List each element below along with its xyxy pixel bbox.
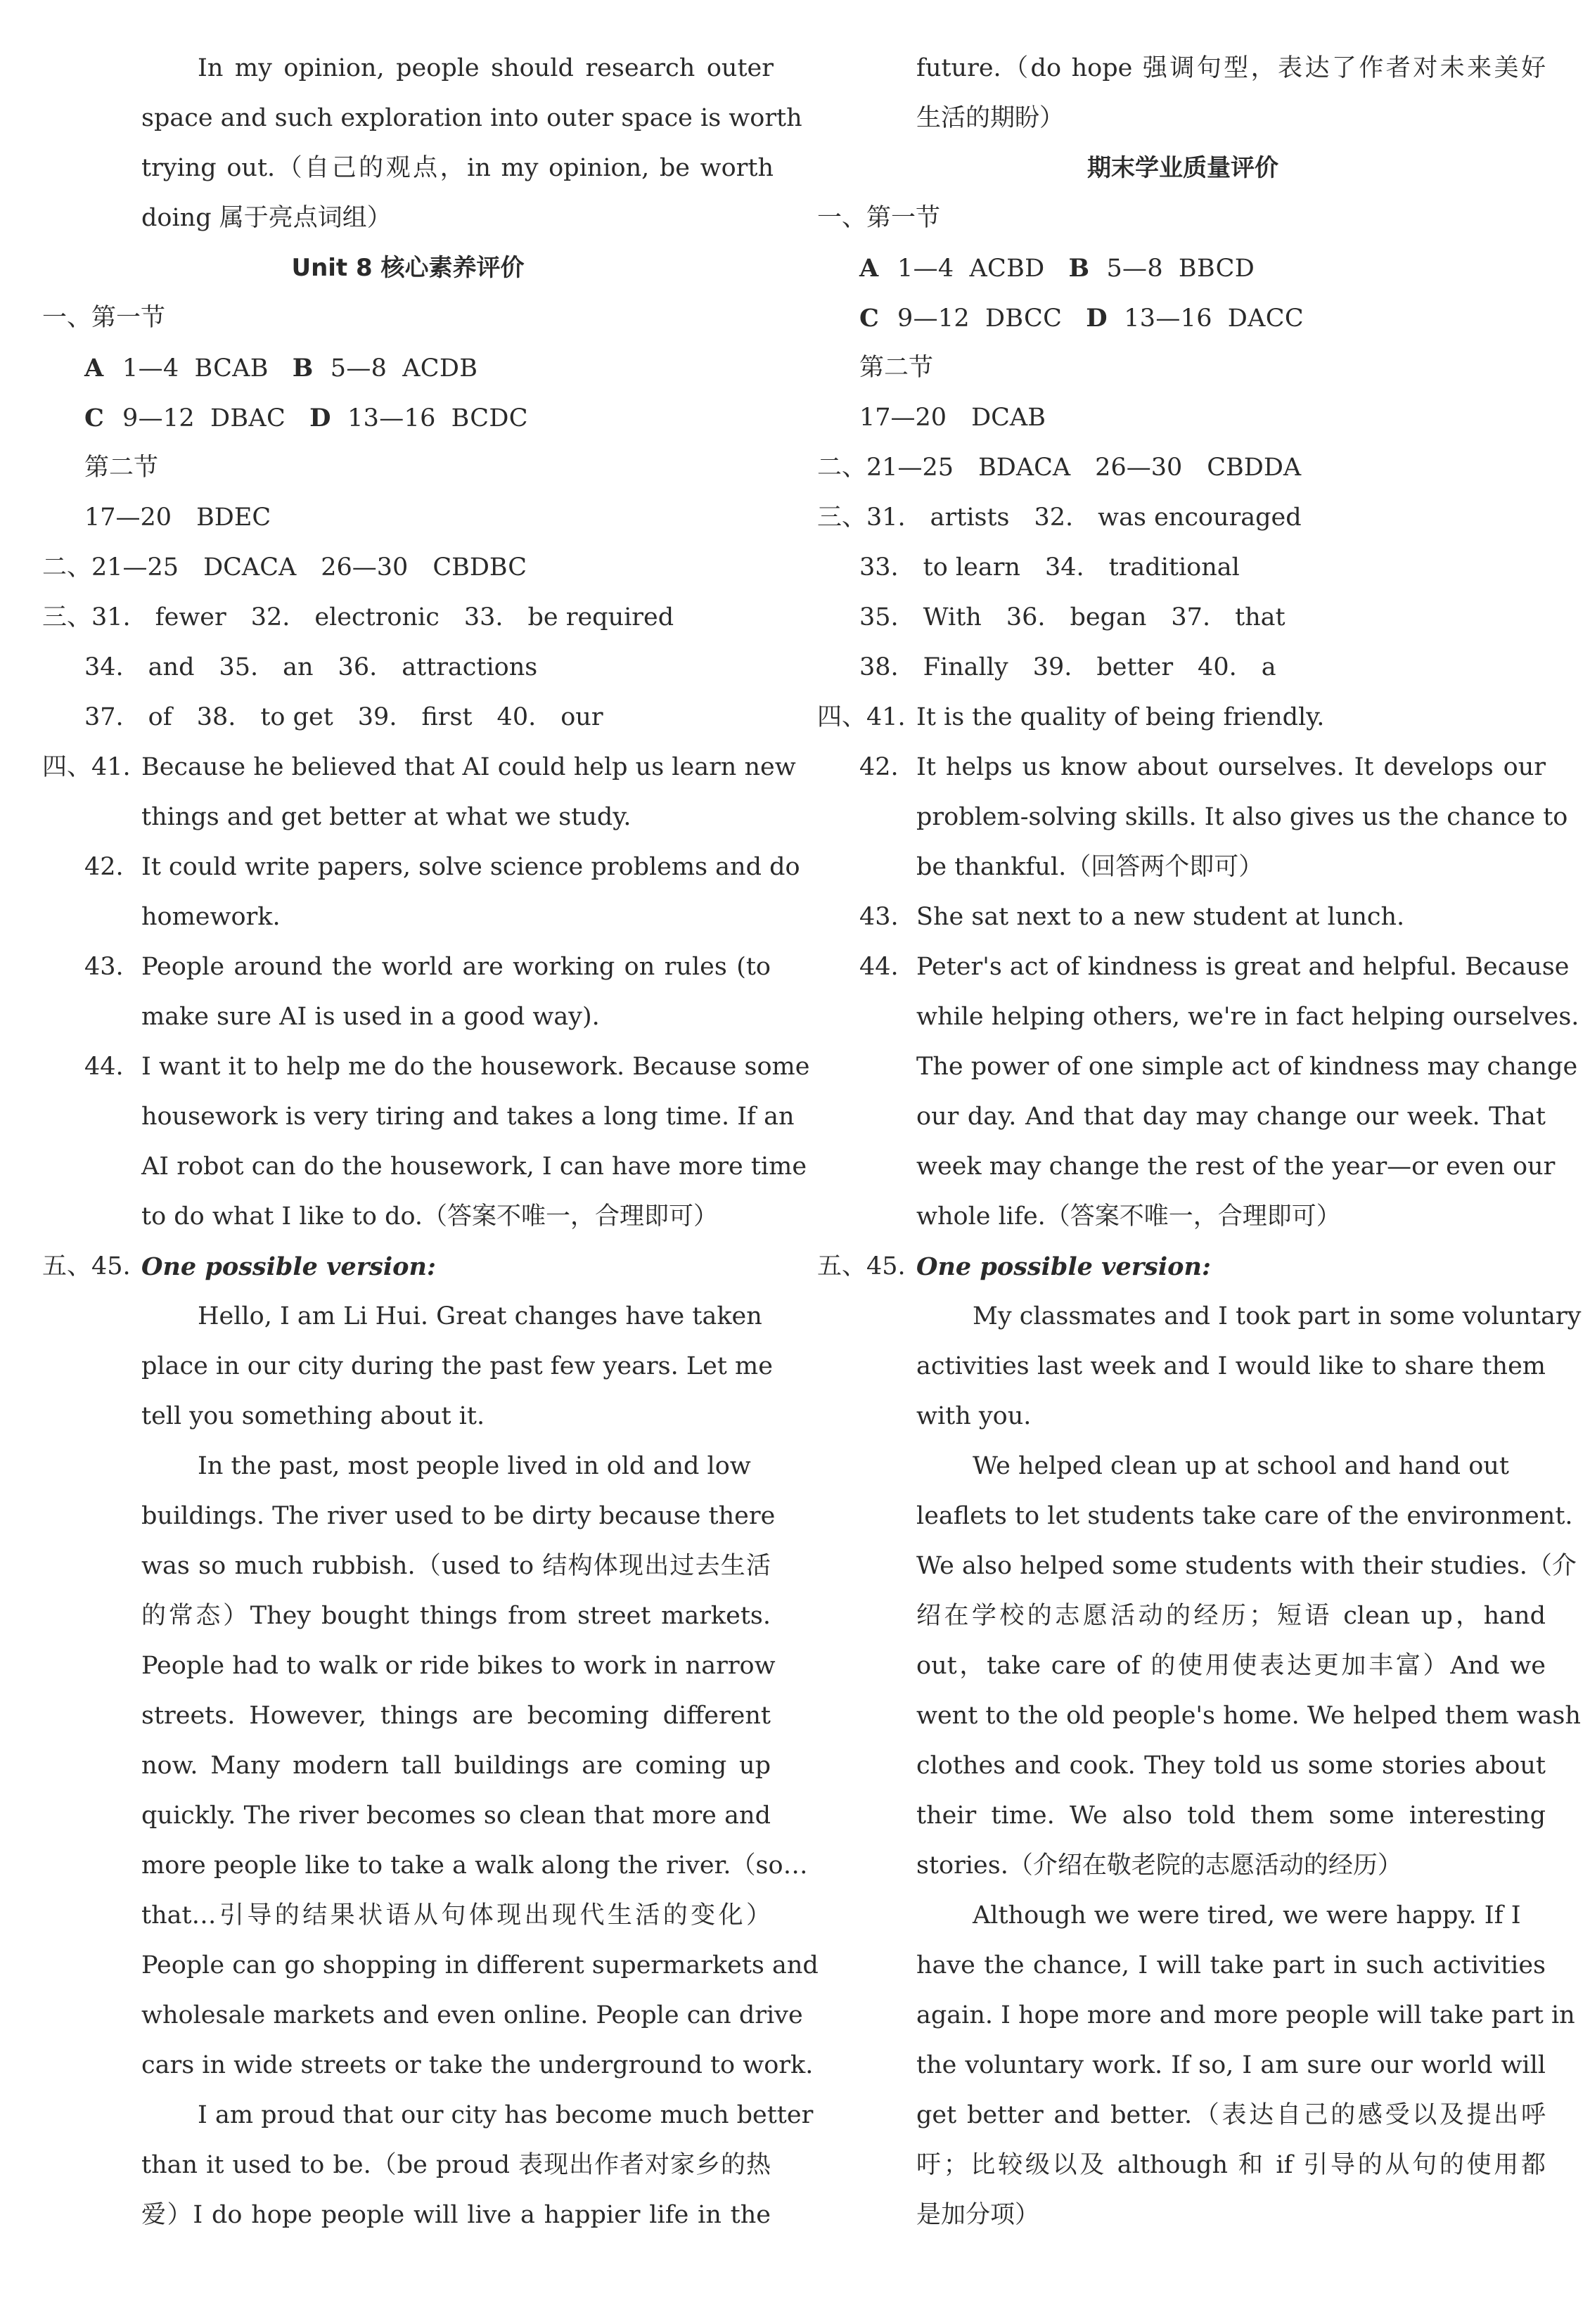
answer-row: A 1—4 BCAB B 5—8 ACDB (84, 354, 478, 383)
section-label: 一、第一节 (817, 204, 941, 232)
intro-line: trying out.（自己的观点，in my opinion, be worth (141, 154, 774, 182)
unit8-title: Unit 8 核心素养评价 (291, 254, 525, 282)
essay-line: place in our city during the past few years. Let me (141, 1352, 773, 1380)
essay-line: stories.（介绍在敬老院的志愿活动的经历） (916, 1851, 1402, 1880)
essay-line: In the past, most people lived in old and low (198, 1452, 751, 1480)
essay-line: activities last week and I would like to share them (916, 1352, 1546, 1380)
essay-line: Hello, I am Li Hui. Great changes have taken (198, 1302, 762, 1330)
text-line: be thankful.（回答两个即可） (916, 853, 1264, 881)
essay-line: with you. (916, 1402, 1032, 1430)
question-45: 五、45. One possible version: (42, 1252, 436, 1281)
question-44: 44. I want it to help me do the housework. Because some (84, 1053, 810, 1081)
text-line: housework is very tiring and takes a long time. If an (141, 1103, 795, 1131)
answer-row: 37. of 38. to get 39. first 40. our (84, 703, 603, 731)
section-label: 第二节 (859, 354, 934, 382)
intro-line: In my opinion, people should research outer (198, 54, 774, 82)
intro-line: doing 属于亮点词组） (141, 204, 392, 232)
text-line: AI robot can do the housework, I can have more time (141, 1153, 807, 1181)
text-line: problem-solving skills. It also gives us the chance to (916, 803, 1568, 831)
essay-line: out，take care of 的使用使表达更加丰富）And we (916, 1652, 1546, 1680)
question-43: 43. She sat next to a new student at lunch. (859, 903, 1405, 931)
text-line: make sure AI is used in a good way). (141, 1003, 600, 1031)
essay-line: again. I hope more and more people will take part in (916, 2001, 1575, 2029)
answer-row: C 9—12 DBAC D 13—16 BCDC (84, 404, 528, 432)
answer-row: 35. With 36. began 37. that (859, 603, 1286, 631)
question-44: 44. Peter's act of kindness is great and helpful. Because (859, 953, 1570, 981)
essay-line: went to the old people's home. We helped them wash (916, 1702, 1581, 1730)
essay-line: 是加分项） (916, 2201, 1040, 2229)
essay-line: was so much rubbish.（used to 结构体现出过去生活 (141, 1552, 771, 1580)
essay-line: clothes and cook. They told us some stories about (916, 1752, 1546, 1780)
text-line: week may change the rest of the year—or even our (916, 1153, 1556, 1181)
answer-row: 17—20 BDEC (84, 503, 271, 532)
answer-row: 三、31. fewer 32. electronic 33. be required (42, 603, 674, 631)
question-41: 四、41. It is the quality of being friendly. (817, 703, 1325, 731)
essay-line: streets. However, things are becoming different (141, 1702, 771, 1730)
text-line: our day. And that day may change our week. That (916, 1103, 1546, 1131)
question-42: 42. It helps us know about ourselves. It develops our (859, 753, 1546, 781)
intro-line: future.（do hope 强调句型，表达了作者对未来美好 (916, 54, 1546, 82)
essay-line: We also helped some students with their studies.（介 (916, 1552, 1577, 1580)
essay-line: tell you something about it. (141, 1402, 485, 1430)
text-line: homework. (141, 903, 281, 931)
essay-line: cars in wide streets or take the underground to work. (141, 2051, 814, 2079)
answer-row: 二、21—25 BDACA 26—30 CBDDA (817, 454, 1302, 482)
intro-line: space and such exploration into outer space is worth (141, 104, 802, 132)
text-line: to do what I like to do.（答案不唯一，合理即可） (141, 1202, 719, 1231)
section-label: 第二节 (84, 454, 159, 482)
essay-line: wholesale markets and even online. People can drive (141, 2001, 803, 2029)
right-column (817, 44, 1582, 2240)
essay-line: My classmates and I took part in some voluntary (973, 1302, 1582, 1330)
answer-row: C 9—12 DBCC D 13—16 DACC (859, 304, 1304, 333)
essay-line: 绍在学校的志愿活动的经历；短语 clean up，hand (916, 1602, 1546, 1630)
essay-line: now. Many modern tall buildings are coming up (141, 1752, 771, 1780)
answer-row: 34. and 35. an 36. attractions (84, 653, 538, 681)
answer-row: 二、21—25 DCACA 26—30 CBDBC (42, 553, 527, 582)
essay-line: buildings. The river used to be dirty because there (141, 1502, 776, 1530)
text-line: The power of one simple act of kindness may change (916, 1053, 1578, 1081)
essay-line: I am proud that our city has become much better (198, 2101, 814, 2129)
essay-line: 吁；比较级以及 although 和 if 引导的从句的使用都 (916, 2151, 1546, 2179)
left-column (42, 44, 819, 2240)
answer-row: A 1—4 ACBD B 5—8 BBCD (859, 254, 1255, 283)
essay-line: 爱）I do hope people will live a happier life in the (141, 2201, 771, 2229)
essay-line: have the chance, I will take part in such activities (916, 1951, 1546, 1979)
question-41: 四、41. Because he believed that AI could help us learn new (42, 753, 796, 781)
intro-line: 生活的期盼） (916, 104, 1065, 132)
text-line: whole life.（答案不唯一，合理即可） (916, 1202, 1341, 1231)
essay-line: than it used to be.（be proud 表现出作者对家乡的热 (141, 2151, 771, 2179)
essay-line: Although we were tired, we were happy. If I (973, 1901, 1521, 1930)
essay-line: People can go shopping in different supermarkets and (141, 1951, 819, 1979)
question-43: 43. People around the world are working on rules (to (84, 953, 771, 981)
answer-row: 三、31. artists 32. was encouraged (817, 503, 1302, 532)
essay-line: their time. We also told them some interesting (916, 1802, 1546, 1830)
essay-line: People had to walk or ride bikes to work in narrow (141, 1652, 776, 1680)
essay-line: the voluntary work. If so, I am sure our world will (916, 2051, 1546, 2079)
answer-row: 38. Finally 39. better 40. a (859, 653, 1276, 681)
essay-line: quickly. The river becomes so clean that more and (141, 1802, 771, 1830)
essay-line: that…引导的结果状语从句体现出现代生活的变化） (141, 1901, 771, 1930)
section-label: 一、第一节 (42, 304, 166, 332)
answer-row: 33. to learn 34. traditional (859, 553, 1240, 582)
question-45: 五、45. One possible version: (817, 1252, 1211, 1281)
essay-line: more people like to take a walk along the river.（so… (141, 1851, 808, 1880)
question-42: 42. It could write papers, solve science problems and do (84, 853, 800, 881)
essay-line: We helped clean up at school and hand out (973, 1452, 1509, 1480)
essay-line: leaflets to let students take care of the environment. (916, 1502, 1573, 1530)
text-line: things and get better at what we study. (141, 803, 631, 831)
answer-row: 17—20 DCAB (859, 404, 1046, 432)
final-exam-title: 期末学业质量评价 (1087, 154, 1278, 182)
essay-line: 的常态）They bought things from street markets. (141, 1602, 771, 1630)
essay-line: get better and better.（表达自己的感受以及提出呼 (916, 2101, 1546, 2129)
text-line: while helping others, we're in fact helping ourselves. (916, 1003, 1579, 1031)
